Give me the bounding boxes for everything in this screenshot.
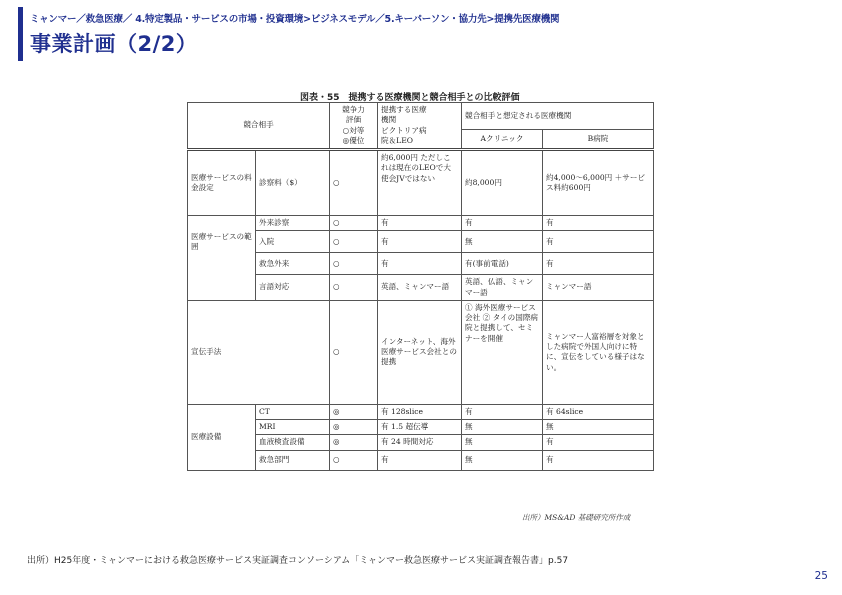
category-fee: 医療サービスの料金設定: [188, 150, 256, 216]
page-title: 事業計画（2/2）: [30, 32, 198, 56]
item-fee: 診察料（$）: [256, 150, 330, 216]
title-accent-bar: [18, 7, 23, 61]
category-scope: 医療サービスの範囲: [188, 216, 256, 301]
table-header-row: [188, 103, 654, 130]
table-row: 救急部門 ○ 有 無 有: [188, 450, 654, 470]
header-clinic-a: Aクリニック: [462, 130, 543, 150]
header-assumed-competitors: 競合相手と想定される医療機関: [462, 103, 654, 130]
table-row-promo: 宣伝手法 ○ インターネット、海外医療サービス会社との提携 ① 海外医療サービス会社 ② タイの国際病院と提携して、セミナーを開催 ミャンマー人富裕層を対象とした病院で外国人向けに特に、宣伝をしている様子はない。: [188, 300, 654, 404]
table-row: MRI ◎ 有 1.5 超伝導 無 無: [188, 420, 654, 435]
table-row: 血液検査設備 ◎ 有 24 時間対応 無 有: [188, 435, 654, 450]
header-competitor: 競合相手: [188, 103, 330, 150]
table-row: 医療サービスの範囲 外来診察 ○ 有 有 有: [188, 216, 654, 231]
header-competitiveness: 競争力 評価 ○対等 ◎優位: [330, 103, 378, 150]
comparison-table: [187, 102, 654, 471]
header-hospital-b: B病院: [543, 130, 654, 150]
table-row-fee: 医療サービスの料金設定 診察料（$） ○ 約6,000円 ただしこれは現在のLEOで大使会JVではない 約8,000円 約4,000～6,000円 ＋サービス料約600円: [188, 150, 654, 216]
table-row: 医療設備 CT ◎ 有 128slice 有 有 64slice: [188, 404, 654, 419]
category-promo: 宣伝手法: [188, 300, 330, 404]
page-number: 25: [814, 570, 828, 582]
table-source: 出所）MS&AD 基礎研究所作成: [522, 513, 631, 522]
table-row: 入院 ○ 有 無 有: [188, 231, 654, 253]
breadcrumb: ミャンマー／救急医療／ 4.特定製品・サービスの市場・投資環境>ビジネスモデル／5.キーパーソン・協力先>提携先医療機関: [30, 14, 560, 25]
category-equipment: 医療設備: [188, 404, 256, 470]
table-row: 言語対応 ○ 英語、ミャンマー語 英語、仏語、ミャンマー語 ミャンマー語: [188, 275, 654, 301]
footnote: 出所）H25年度・ミャンマーにおける救急医療サービス実証調査コンソーシアム「ミャンマー救急医療サービス実証調査報告書」p.57: [27, 556, 569, 566]
header-partner: 提携する医療 機関 ビクトリア病 院＆LEO: [378, 103, 462, 150]
table-caption: 図表・55 提携する医療機関と競合相手との比較評価: [300, 93, 520, 103]
table-row: 救急外来 ○ 有 有(事前電話) 有: [188, 253, 654, 275]
